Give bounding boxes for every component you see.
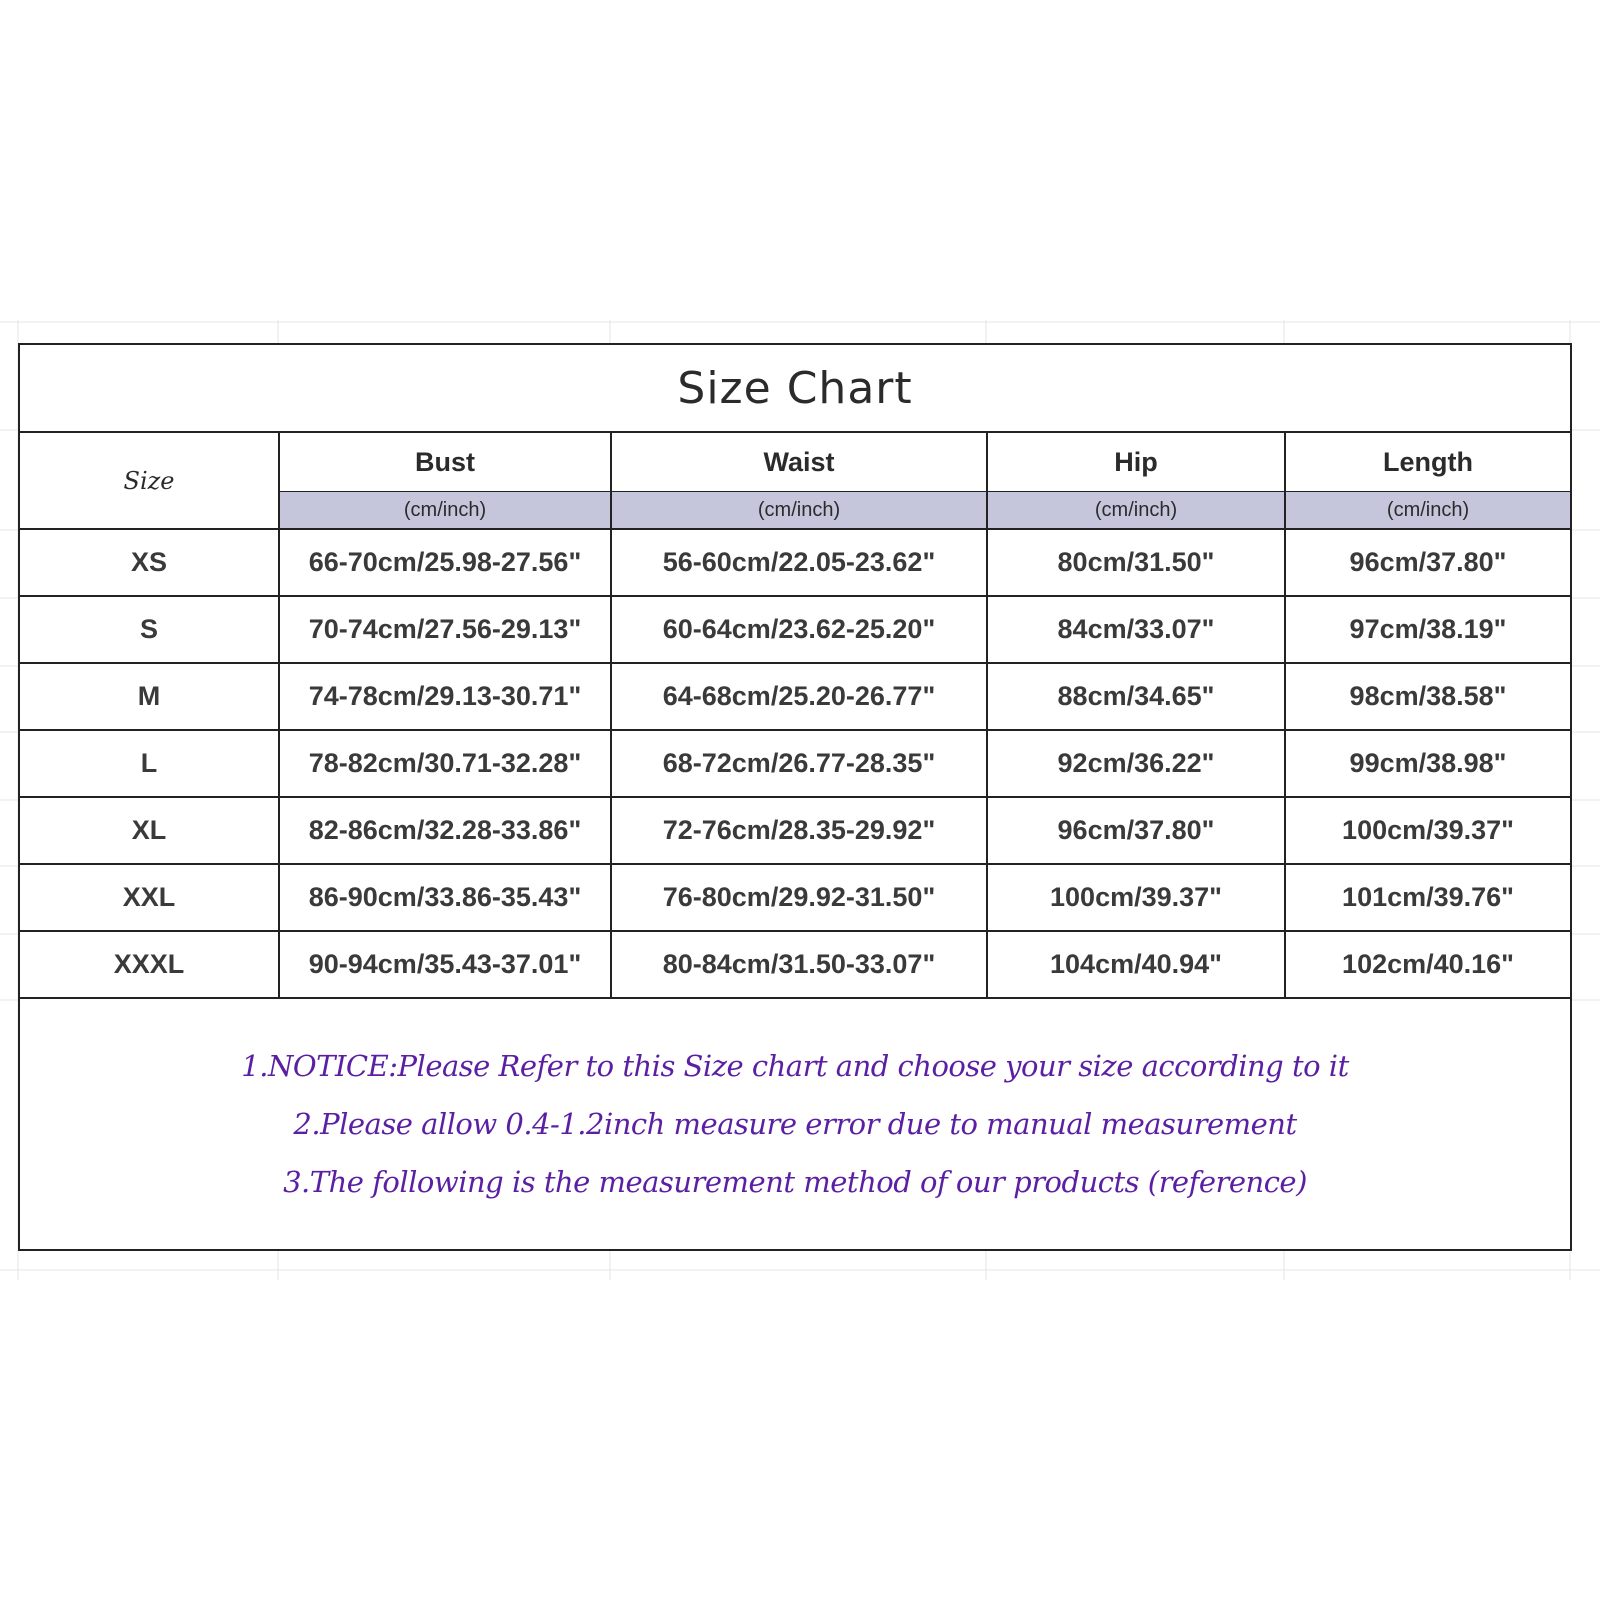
bust-cell: 86-90cm/33.86-35.43" [279, 864, 611, 931]
length-cell: 97cm/38.19" [1285, 596, 1571, 663]
column-header-hip: Hip [987, 432, 1285, 492]
size-column-header: Size [19, 432, 279, 529]
length-cell: 99cm/38.98" [1285, 730, 1571, 797]
size-cell: S [19, 596, 279, 663]
column-header-bust: Bust [279, 432, 611, 492]
size-cell: XXL [19, 864, 279, 931]
hip-cell: 88cm/34.65" [987, 663, 1285, 730]
notes-section [19, 998, 1571, 1250]
waist-cell: 72-76cm/28.35-29.92" [611, 797, 987, 864]
column-header-waist: Waist [611, 432, 987, 492]
unit-label-hip: (cm/inch) [987, 492, 1285, 530]
unit-label-length: (cm/inch) [1285, 492, 1571, 530]
table-row [19, 931, 1571, 998]
length-cell: 102cm/40.16" [1285, 931, 1571, 998]
bust-cell: 78-82cm/30.71-32.28" [279, 730, 611, 797]
notes-row [19, 998, 1571, 1250]
column-header-length: Length [1285, 432, 1571, 492]
hip-cell: 104cm/40.94" [987, 931, 1285, 998]
size-cell: M [19, 663, 279, 730]
length-cell: 100cm/39.37" [1285, 797, 1571, 864]
note-line-2: 2.Please allow 0.4-1.2inch measure error due to manual measurement [293, 1107, 1297, 1141]
size-cell: L [19, 730, 279, 797]
length-cell: 96cm/37.80" [1285, 529, 1571, 596]
table-row [19, 596, 1571, 663]
length-cell: 98cm/38.58" [1285, 663, 1571, 730]
table-row [19, 663, 1571, 730]
title-row [19, 344, 1571, 432]
hip-cell: 92cm/36.22" [987, 730, 1285, 797]
waist-cell: 60-64cm/23.62-25.20" [611, 596, 987, 663]
waist-cell: 56-60cm/22.05-23.62" [611, 529, 987, 596]
note-line-3: 3.The following is the measurement method of our products (reference) [283, 1165, 1307, 1199]
hip-cell: 84cm/33.07" [987, 596, 1285, 663]
hip-cell: 96cm/37.80" [987, 797, 1285, 864]
unit-label-waist: (cm/inch) [611, 492, 987, 530]
size-cell: XXXL [19, 931, 279, 998]
bust-cell: 70-74cm/27.56-29.13" [279, 596, 611, 663]
bust-cell: 66-70cm/25.98-27.56" [279, 529, 611, 596]
waist-cell: 76-80cm/29.92-31.50" [611, 864, 987, 931]
bust-cell: 74-78cm/29.13-30.71" [279, 663, 611, 730]
length-cell: 101cm/39.76" [1285, 864, 1571, 931]
table-row [19, 864, 1571, 931]
table-row [19, 529, 1571, 596]
waist-cell: 68-72cm/26.77-28.35" [611, 730, 987, 797]
bust-cell: 90-94cm/35.43-37.01" [279, 931, 611, 998]
hip-cell: 100cm/39.37" [987, 864, 1285, 931]
waist-cell: 80-84cm/31.50-33.07" [611, 931, 987, 998]
column-header-row [19, 432, 1571, 492]
table-row [19, 730, 1571, 797]
size-cell: XS [19, 529, 279, 596]
table-row [19, 797, 1571, 864]
size-chart-table [18, 343, 1572, 1251]
note-line-1: 1.NOTICE:Please Refer to this Size chart and choose your size according to it [241, 1049, 1349, 1083]
bust-cell: 82-86cm/32.28-33.86" [279, 797, 611, 864]
unit-label-bust: (cm/inch) [279, 492, 611, 530]
chart-title: Size Chart [19, 344, 1571, 432]
waist-cell: 64-68cm/25.20-26.77" [611, 663, 987, 730]
size-cell: XL [19, 797, 279, 864]
hip-cell: 80cm/31.50" [987, 529, 1285, 596]
